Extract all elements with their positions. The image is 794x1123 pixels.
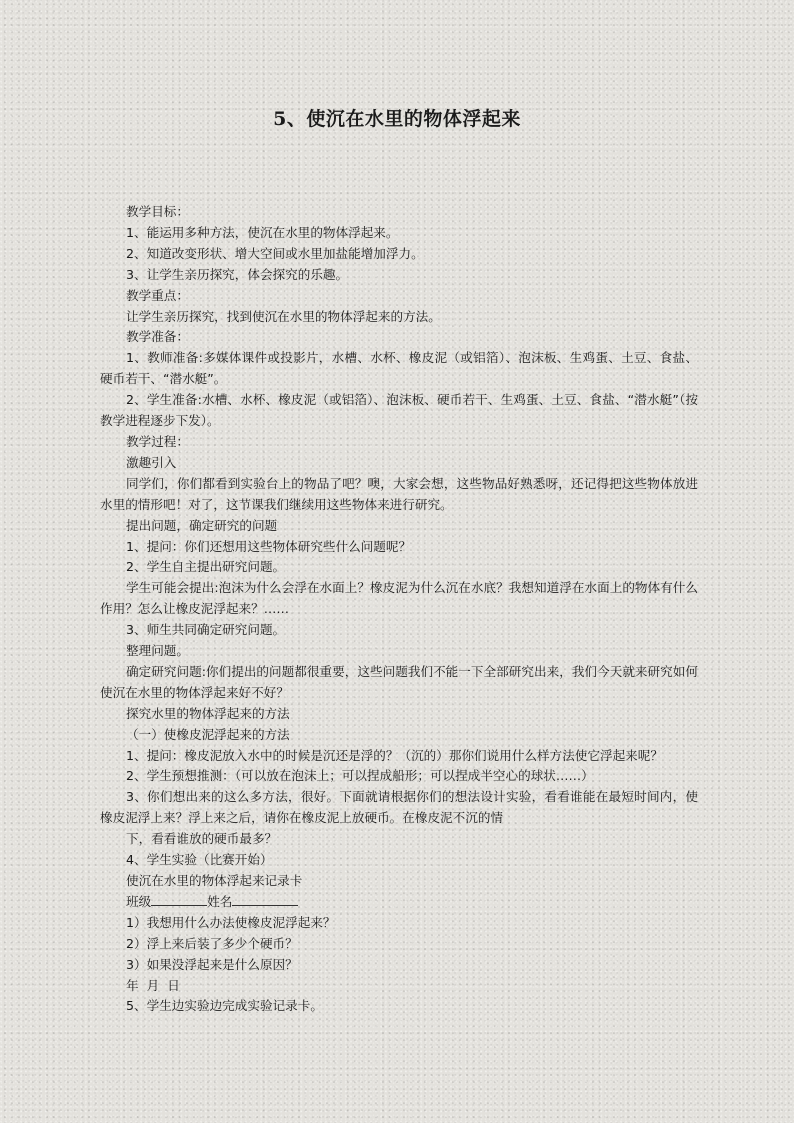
objective-3: 3、让学生亲历探究，体会探究的乐趣。 (126, 266, 349, 282)
confirm-question: 确定研究问题:你们提出的问题都很重要，这些问题我们不能一下全部研究出来，我们今天就来研究如何使沉在水里的物体浮起来好不好？ (100, 663, 698, 700)
clay-step-4: 4、学生实验（比赛开始） (126, 852, 273, 868)
heading-preparation: 教学准备： (126, 329, 189, 345)
key-point-text: 让学生亲历探究，找到使沉在水里的物体浮起来的方法。 (126, 308, 441, 324)
subsection-clay: （一）使橡皮泥浮起来的方法 (126, 726, 290, 742)
record-question-1: 1）我想用什么办法使橡皮泥浮起来？ (126, 914, 336, 930)
record-question-2: 2）浮上来后装了多少个硬币？ (126, 935, 298, 951)
section-intro: 激趣引入 (126, 454, 177, 470)
organize-questions: 整理问题。 (126, 643, 189, 659)
clay-step-1: 1、提问：橡皮泥放入水中的时候是沉还是浮的？（沉的）那你们说用什么样方法使它浮起来呢？ (126, 747, 663, 763)
clay-step-5: 5、学生边实验边完成实验记录卡。 (126, 998, 323, 1014)
student-questions: 学生可能会提出:泡沫为什么会浮在水面上？橡皮泥为什么沉在水底？我想知道浮在水面上的物体有什么作用？怎么让橡皮泥浮起来？…… (100, 580, 698, 617)
date-year: 年 (126, 977, 139, 993)
class-blank (151, 892, 207, 906)
date-month: 月 (146, 977, 160, 993)
class-label: 班级 (126, 893, 152, 909)
section-questions: 提出问题，确定研究的问题 (126, 517, 278, 533)
heading-process: 教学过程： (126, 433, 189, 449)
clay-step-3: 3、你们想出来的这么多方法，很好。下面就请根据你们的想法设计实验，看看谁能在最短时间内，使橡皮泥浮上来？浮上来之后，请你在橡皮泥上放硬币。在橡皮泥不沉的情 (100, 789, 698, 826)
document-body (100, 202, 698, 1017)
question-step-1: 1、提问：你们还想用这些物体研究些什么问题呢？ (126, 538, 412, 554)
clay-step-3-continued: 下，看看谁放的硬币最多？ (126, 831, 278, 847)
heading-key-point: 教学重点： (126, 287, 189, 303)
date-day: 日 (167, 977, 180, 993)
objective-2: 2、知道改变形状、增大空间或水里加盐能增加浮力。 (126, 245, 424, 261)
student-preparation: 2、学生准备:水槽、水杯、橡皮泥（或铝箔）、泡沫板、硬币若干、生鸡蛋、土豆、食盐、“潜水艇”（按教学进程逐步下发）。 (100, 392, 698, 429)
question-step-3: 3、师生共同确定研究问题。 (126, 622, 286, 638)
name-blank (232, 892, 298, 906)
name-label: 姓名 (207, 893, 233, 909)
record-card-title: 使沉在水里的物体浮起来记录卡 (126, 873, 303, 888)
intro-text: 同学们，你们都看到实验台上的物品了吧？噢，大家会想，这些物品好熟悉呀，还记得把这些物体放进水里的情形吧！对了，这节课我们继续用这些物体来进行研究。 (100, 475, 698, 512)
page-title: 5、使沉在水里的物体浮起来 (273, 108, 521, 130)
question-step-2: 2、学生自主提出研究问题。 (126, 559, 286, 575)
objective-1: 1、能运用多种方法，使沉在水里的物体浮起来。 (126, 224, 399, 240)
record-question-3: 3）如果没浮起来是什么原因？ (126, 956, 298, 972)
record-date-line (100, 976, 698, 997)
heading-objectives: 教学目标： (126, 204, 189, 219)
record-card-class-name-line (100, 892, 698, 913)
section-explore: 探究水里的物体浮起来的方法 (126, 705, 290, 721)
clay-step-2: 2、学生预想推测：（可以放在泡沫上；可以捏成船形；可以捏成半空心的球状……） (126, 768, 594, 784)
teacher-preparation: 1、教师准备:多媒体课件或投影片，水槽、水杯、橡皮泥（或铝箔）、泡沫板、生鸡蛋、土豆、食盐、硬币若干、“潜水艇”。 (100, 350, 698, 387)
